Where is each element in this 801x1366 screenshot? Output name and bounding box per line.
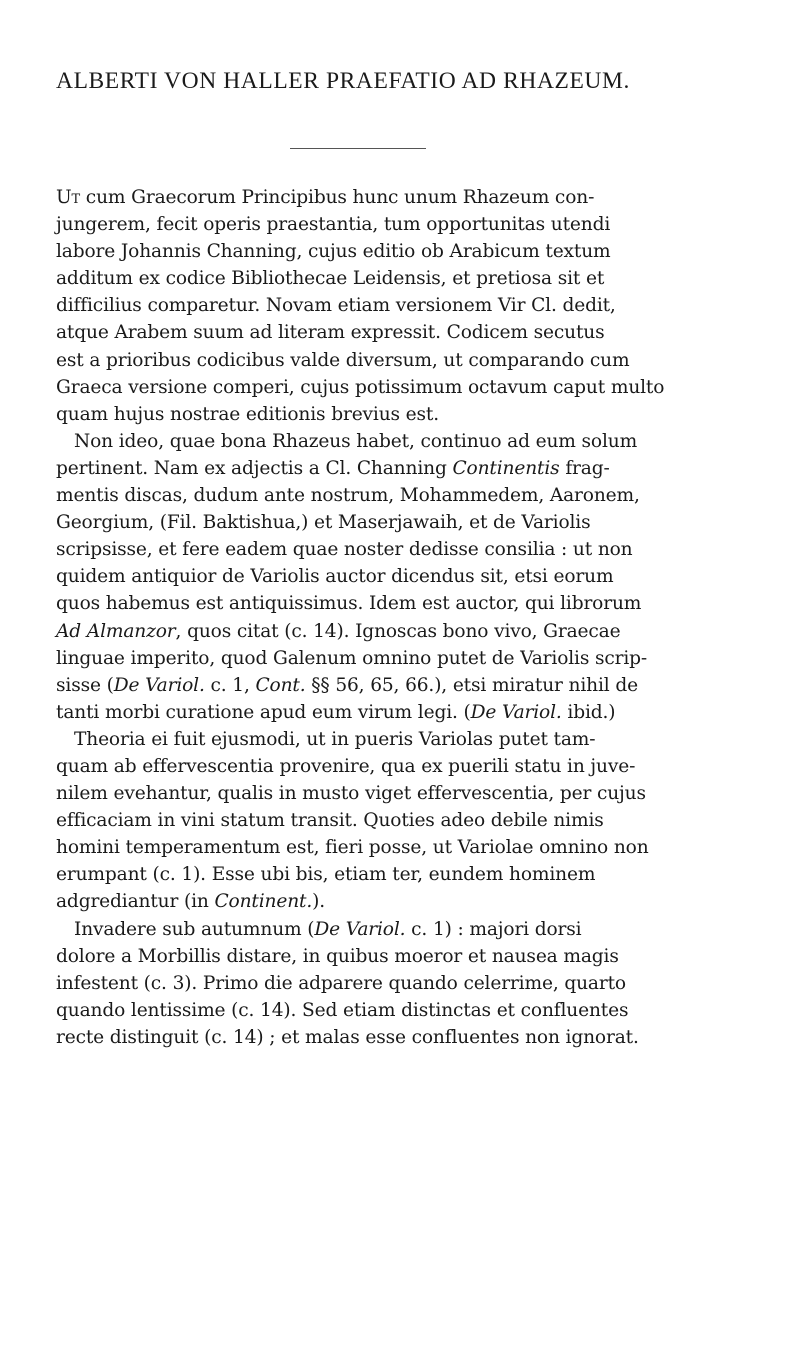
text-line: [56, 916, 786, 943]
text-segment: linguae imperito, quod Galenum omnino putet de Variolis scrip-: [56, 647, 648, 669]
text-segment: Invadere sub autumnum (: [74, 918, 315, 940]
text-line: [56, 482, 786, 509]
text-segment: ).: [312, 891, 326, 913]
text-line: [56, 319, 786, 346]
text-line: [56, 753, 786, 780]
text-segment: frag-: [559, 457, 610, 479]
text-line: [56, 645, 786, 672]
text-line: [56, 943, 786, 970]
text-segment: mentis discas, dudum ante nostrum, Mohammedem, Aaronem,: [56, 485, 640, 507]
text-line: [56, 618, 786, 645]
text-segment: difficilius comparetur. Novam etiam versionem Vir Cl. dedit,: [56, 295, 616, 317]
text-segment: efficaciam in vini statum transit. Quoties adeo debile nimis: [56, 810, 604, 832]
text-segment: c. 1,: [204, 674, 256, 696]
text-line: [56, 861, 786, 888]
text-line: [56, 1024, 786, 1051]
text-line: [56, 780, 786, 807]
text-segment: tanti morbi curatione apud eum virum legi. (: [56, 701, 471, 723]
text-segment: pertinent. Nam ex adjectis a Cl. Channing: [56, 457, 453, 479]
text-line: [56, 672, 786, 699]
body-text: [56, 184, 786, 1051]
opening-word: Ut: [56, 187, 81, 208]
text-line: [56, 211, 786, 238]
text-line: [56, 834, 786, 861]
text-line: [56, 997, 786, 1024]
running-head: ALBERTI VON HALLER PRAEFATIO AD RHAZEUM.: [56, 68, 630, 94]
text-line: [56, 509, 786, 536]
text-line: [56, 726, 786, 753]
title-rule: [290, 148, 426, 149]
text-segment: Graeca versione comperi, cujus potissimum octavum caput multo: [56, 376, 665, 398]
text-segment: Theoria ei fuit ejusmodi, ut in pueris Variolas putet tam-: [74, 728, 596, 750]
italic-citation: Continentis: [452, 457, 560, 479]
text-segment: jungerem, fecit operis praestantia, tum opportunitas utendi: [56, 214, 611, 236]
text-segment: ibid.): [561, 701, 616, 723]
text-line: [56, 428, 786, 455]
text-segment: recte distinguit (c. 14) ; et malas esse confluentes non ignorat.: [56, 1026, 639, 1048]
text-segment: quidem antiquior de Variolis auctor dicendus sit, etsi eorum: [56, 566, 614, 588]
text-line: [56, 590, 786, 617]
text-line: [56, 455, 786, 482]
italic-citation: De Variol.: [470, 701, 562, 723]
italic-citation: Cont.: [255, 674, 306, 696]
text-segment: , quos citat (c. 14). Ignoscas bono vivo, Graecae: [175, 620, 621, 642]
text-segment: additum ex codice Bibliothecae Leidensis, et pretiosa sit et: [56, 268, 605, 290]
text-segment: dolore a Morbillis distare, in quibus moeror et nausea magis: [56, 945, 619, 967]
text-segment: homini temperamentum est, fieri posse, ut Variolae omnino non: [56, 837, 649, 859]
text-segment: quam hujus nostrae editionis brevius est.: [56, 403, 440, 425]
text-line: [56, 563, 786, 590]
text-line: [56, 238, 786, 265]
text-segment: adgrediantur (in: [56, 891, 215, 913]
text-segment: quos habemus est antiquissimus. Idem est auctor, qui librorum: [56, 593, 642, 615]
italic-citation: De Variol.: [113, 674, 205, 696]
text-line: [56, 374, 786, 401]
italic-citation: Continent.: [214, 891, 313, 913]
text-segment: cum Graecorum Principibus hunc unum Rhazeum con-: [80, 187, 595, 208]
italic-citation: De Variol.: [314, 918, 406, 940]
text-line: [56, 347, 786, 374]
text-line: [56, 699, 786, 726]
text-line: [56, 888, 786, 915]
text-segment: c. 1) : majori dorsi: [405, 918, 582, 940]
text-segment: labore Johannis Channing, cujus editio ob Arabicum textum: [56, 241, 611, 263]
text-line: [56, 536, 786, 563]
text-segment: erumpant (c. 1). Esse ubi bis, etiam ter, eundem hominem: [56, 864, 596, 886]
text-segment: sisse (: [56, 674, 114, 696]
text-segment: scripsisse, et fere eadem quae noster dedisse consilia : ut non: [56, 539, 633, 561]
text-segment: §§ 56, 65, 66.), etsi miratur nihil de: [305, 674, 638, 696]
text-segment: quando lentissime (c. 14). Sed etiam distinctas et confluentes: [56, 999, 629, 1021]
text-line: [56, 184, 786, 211]
text-line: [56, 265, 786, 292]
italic-citation: Ad Almanzor: [56, 620, 176, 642]
text-line: [56, 970, 786, 997]
text-segment: Georgium, (Fil. Baktishua,) et Maserjawaih, et de Variolis: [56, 512, 591, 534]
text-line: [56, 292, 786, 319]
text-line: [56, 401, 786, 428]
text-segment: atque Arabem suum ad literam expressit. Codicem secutus: [56, 322, 605, 344]
text-segment: est a prioribus codicibus valde diversum, ut comparando cum: [56, 349, 630, 371]
text-line: [56, 807, 786, 834]
text-segment: infestent (c. 3). Primo die adparere quando celerrime, quarto: [56, 972, 626, 994]
text-segment: nilem evehantur, qualis in musto viget effervescentia, per cujus: [56, 783, 646, 805]
text-segment: quam ab effervescentia provenire, qua ex puerili statu in juve-: [56, 755, 636, 777]
text-segment: Non ideo, quae bona Rhazeus habet, continuo ad eum solum: [74, 430, 638, 452]
